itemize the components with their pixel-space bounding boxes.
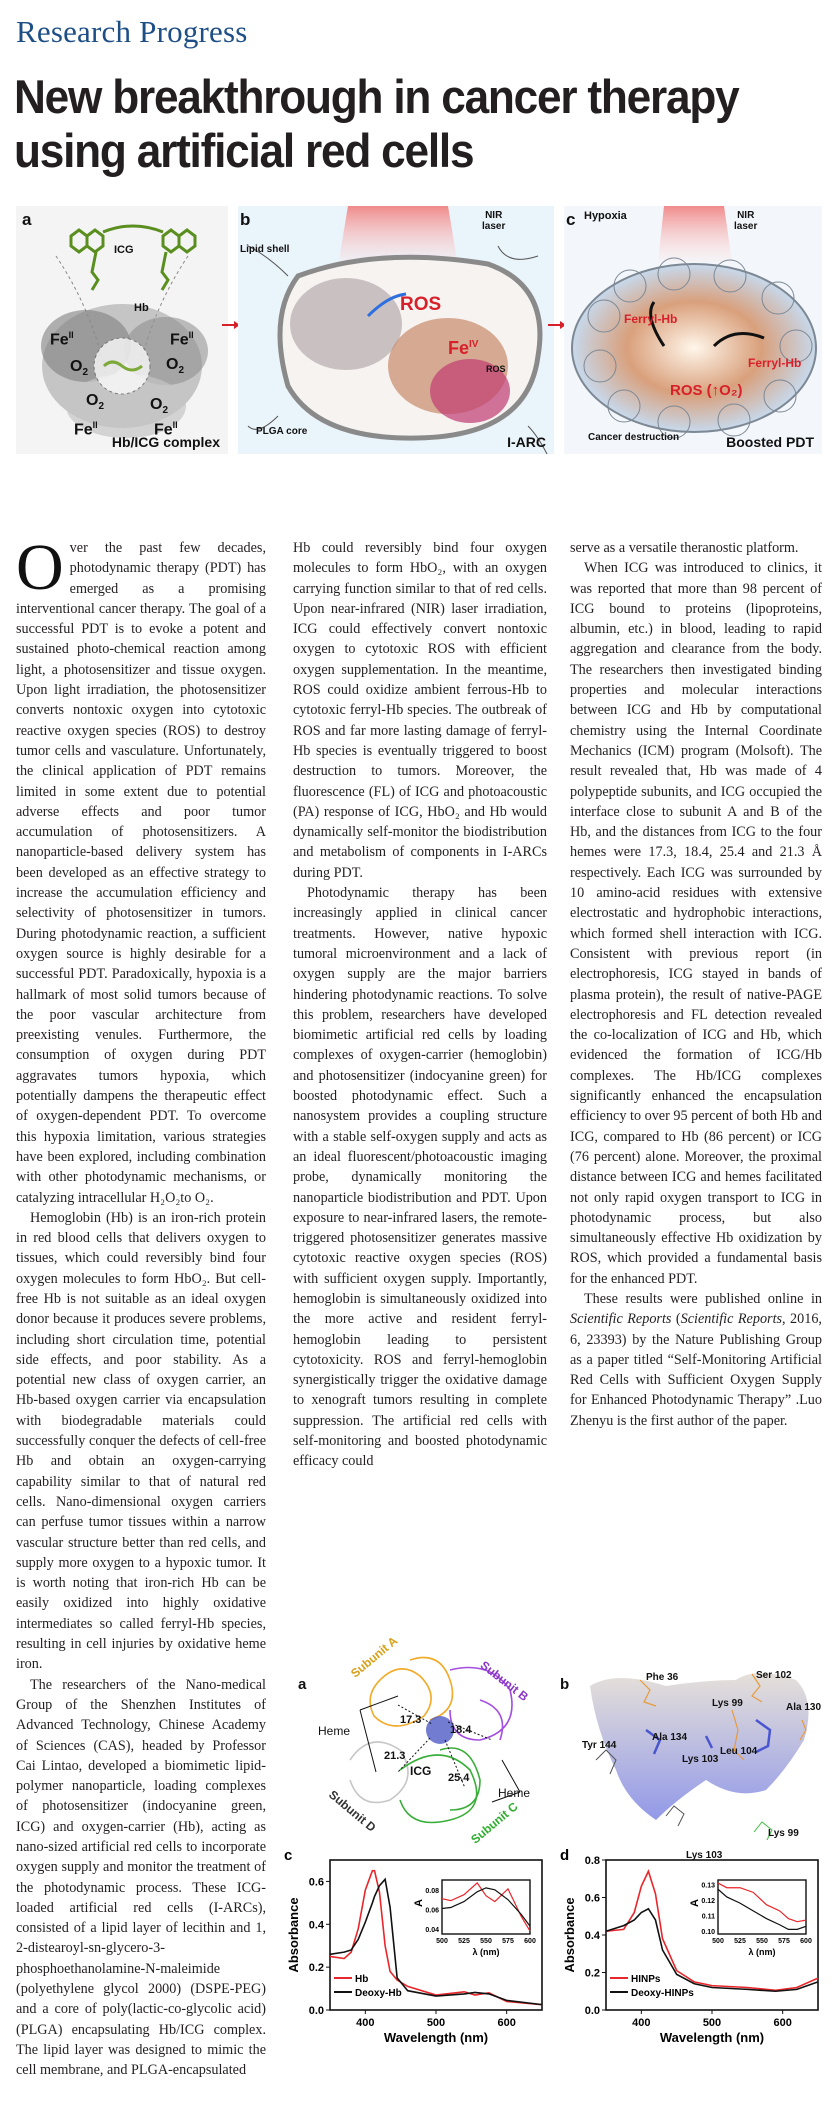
- figure-panel-a: [16, 206, 228, 454]
- icg-label: ICG: [114, 244, 134, 256]
- structure-panel-a: [280, 1600, 550, 1847]
- panel-letter: a: [22, 210, 32, 229]
- article-column-2: [293, 538, 547, 1472]
- subunit-a-label: Subunit A: [348, 1633, 401, 1681]
- inset-x-tick: 600: [800, 1938, 812, 1945]
- o2-label: $O_2$: [70, 358, 89, 379]
- residue-label: Lys 99: [768, 1828, 799, 1839]
- inset-x-label: λ (nm): [748, 1947, 776, 1957]
- y-tick-label: 0.8: [584, 1855, 600, 1867]
- ros-o2-label: ROS (↑O₂): [670, 382, 743, 399]
- top-figure: [16, 206, 822, 454]
- inset-x-tick: 525: [734, 1938, 746, 1945]
- inset-y-label: A: [689, 1899, 701, 1907]
- residue-label: Ala 134: [652, 1732, 688, 1743]
- right-arrow-icon: [222, 324, 236, 326]
- plga-core-label: PLGA core: [256, 426, 308, 437]
- hb-label: Hb: [134, 302, 149, 314]
- inset-y-tick: 0.06: [425, 1907, 439, 1915]
- x-axis-label: Wavelength (nm): [659, 2030, 765, 2045]
- inset-x-tick: 550: [756, 1938, 768, 1945]
- paragraph: serve as a versatile theranostic platform.: [570, 540, 799, 556]
- ros-label: ROS: [400, 294, 442, 315]
- article-column-3: [570, 538, 822, 1431]
- y-axis-label: Absorbance: [562, 1897, 577, 1973]
- residue-label: Ala 130: [786, 1702, 822, 1713]
- drop-cap: O: [16, 531, 64, 604]
- distance-label: 25.4: [448, 1772, 470, 1784]
- publication-paragraph: These results were published online in Scientific Reports (Scientific Reports, 2016, 6, 23393) by the Nature Publishing Group as a paper titled “Self-Monitoring Artificial Red Cells with Sufficient Oxygen Supply for Enhanced Photodynamic Therapy” .Luo Zhenyu is the first author of the paper.: [570, 1290, 822, 1429]
- cancer-destruction-label: Cancer destruction: [588, 432, 680, 443]
- y-tick-label: 0.4: [584, 1930, 600, 1942]
- subunit-d-label: Subunit D: [326, 1787, 379, 1835]
- fe-ii-label: $Fe^{II}$: [74, 420, 98, 439]
- residue-label: Tyr 144: [582, 1740, 617, 1751]
- journal-name: Scientific Reports: [570, 1311, 672, 1328]
- residue-label: Ser 102: [756, 1670, 792, 1681]
- y-tick-label: 0.6: [308, 1876, 324, 1889]
- right-arrow-icon: [548, 324, 562, 326]
- section-label: Research Progress: [16, 14, 248, 49]
- icg-label: ICG: [410, 1764, 432, 1778]
- y-tick-label: 0.0: [308, 2005, 324, 2017]
- y-tick-label: 0.2: [308, 1962, 324, 1975]
- paragraph: When ICG was introduced to clinics, it was reported that more than 98 percent of ICG bound to proteins (lipoproteins, albumin, etc.) in blood, leading to rapid aggregation and clearance from the body. The researchers then investigated binding properties and molecular interactions between ICG and Hb by computational chemistry using the Internal Coordinate Mechanics (ICM) program (Molsoft). The result revealed that, Hb was made of 4 polypeptide subunits, and ICG occupied the interface close to subunit A and B of the Hb, and the distances from ICG to the four hemes were 17.3, 18.4, 25.4 and 21.3 Å respectively. Each ICG was surrounded by 10 amino-acid residues with extensive electrostatic and hydrophobic interactions, which formed shell interaction with ICG. Consistent with previous report (in electrophoresis, ICG stayed in bands of plasma protein), the result of native-PAGE electrophoresis and FL detection revealed the co-localization of ICG and Hb, which evidenced the formation of ICG/Hb complexes. The Hb/ICG complexes significantly enhanced the encapsulation efficiency to over 95 percent of both Hb and ICG, compared to Hb (86 percent) or ICG (76 percent) alone. Moreover, the proximal distance between ICG and hemes facilitated not only rapid oxygen transport to ICG in photodynamic process, but also simultaneously effective Hb oxidization by ROS, which provided a fundamental basis for the enhanced PDT.: [570, 560, 822, 1287]
- panel-letter: a: [298, 1676, 307, 1693]
- paragraph: Hemoglobin (Hb) is an iron-rich protein in red blood cells that delivers oxygen to tissues, which could reversibly bind four oxygen molecules to form HbO₂. But cell-free Hb is not suitable as an ideal oxygen donor because it produces severe problems, including short circulation time, potential side effects, and poor stability. As a potential new class of oxygen carrier, an Hb-based oxygen carrier via encapsulation with biodegradable materials could successfully conquer the defects of cell-free Hb and obtain an oxygen-carrying capability similar to that of natural red cells. Nano-dimensional oxygen carriers can perfuse tumor tissues within a narrow vascular structure better than red cells, and supply more oxygen to a hypoxic tumor. It is worth noting that iron-rich Hb can be easily oxidized into highly oxidative intermediates so called ferryl-Hb species, resulting in cell injuries by oxidative heme iron.: [16, 1209, 266, 1673]
- paragraph: Photodynamic therapy has been increasingly applied in clinical cancer treatments. However, native hypoxic tumoral microenvironment and a lack of oxygen supply are the major barriers hindering photodynamic reactions. To solve this problem, researchers have developed biomimetic artificial red cells by loading complexes of oxygen-carrier (hemoglobin) and photosensitizer (indocyanine green) for boosted photodynamic effect. Such a nanosystem provides a coupling structure with a stable self-oxygen supply and acts as an ideal fluorescent/photoacoustic imaging probe, dynamically monitoring the nanoparticle biodistribution and PDT. Upon exposure to near-infrared lasers, the remote-triggered photosensitizer generates massive cytotoxic reactive oxygen species (ROS) with sufficient oxygen supply. Importantly, hemoglobin is simultaneously oxidized into the more active and resident ferryl-hemoglobin leading to persistent cytotoxicity. ROS and ferryl-hemoglobin synergistically trigger the oxidative damage to xenograft tumors resulting in complete suppression. The artificial red cells with self-monitoring and boosted photodynamic efficacy could: [293, 885, 547, 1470]
- panel-b-caption: I-ARC: [507, 434, 546, 450]
- o2-label: $O_2$: [150, 396, 169, 417]
- nir-laser-label: NIR laser: [734, 210, 758, 232]
- fe-ii-label: $Fe^{II}$: [170, 330, 194, 349]
- fe-ii-label: $Fe^{II}$: [50, 330, 74, 349]
- panel-letter: c: [566, 210, 576, 229]
- inset-x-tick: 600: [524, 1938, 536, 1945]
- inset-x-tick: 575: [778, 1938, 790, 1945]
- y-tick-label: 0.6: [584, 1892, 600, 1905]
- heme-label: Heme: [498, 1786, 531, 1800]
- paragraph: Over the past few decades, photodynamic therapy (PDT) has emerged as a promising interventional cancer therapy. The goal of a successful PDT is to evoke a potent and sustained photo-chemical reaction among light, a photosensitizer and tissue oxygen. Upon light irradiation, the photosensitizer converts nontoxic oxygen into cytotoxic reactive oxygen species (ROS) to destroy tumor cells and vasculature. Unfortunately, the clinical application of PDT remains limited in some extent due to potential adverse effects and poor tumor accumulation of photosensitizers. A nanoparticle-based delivery system has been developed as an effective strategy to increase the accumulation efficiency and selectivity of photosensitizer in tumors. During photodynamic reaction, a sufficient oxygen source is highly desirable for a successful PDT. Paradoxically, hypoxia is a hallmark of most solid tumors because of the poor vascular architecture from preexisting venules. Furthermore, the consumption of oxygen during PDT aggravates tumors hypoxia, which potentially dampens the therapeutic effect of oxygen-dependent PDT. To overcome this hypoxia limitation, various strategies have been explored, including combination with other photodynamic mechanisms, or catalyzing intracellular H₂O₂to O₂.: [16, 531, 266, 1206]
- boosted-pdt-illustration: [564, 206, 822, 454]
- panel-c-caption: Boosted PDT: [726, 434, 814, 450]
- absorbance-chart-c: [280, 1848, 556, 2078]
- x-tick-label: 400: [632, 2017, 651, 2029]
- x-tick-label: 400: [356, 2017, 375, 2029]
- inset-y-tick: 0.13: [701, 1882, 715, 1890]
- inset-x-tick: 525: [458, 1938, 470, 1945]
- x-tick-label: 500: [426, 2017, 446, 2029]
- panel-a-caption: Hb/ICG complex: [111, 434, 220, 450]
- y-axis-label: Absorbance: [286, 1897, 301, 1973]
- ferryl-hb-label: Ferryl-Hb: [624, 312, 678, 326]
- inset-y-tick: 0.10: [701, 1928, 715, 1936]
- x-tick-label: 600: [497, 2017, 516, 2029]
- fe-iv-label: $Fe^{IV}$: [448, 338, 479, 358]
- subunit-c-label: Subunit C: [468, 1799, 521, 1847]
- inset-x-tick: 500: [712, 1938, 724, 1945]
- legend-entry: Hb: [355, 1974, 369, 1985]
- o2-label: $O_2$: [166, 356, 185, 377]
- distance-label: 17.3: [400, 1714, 422, 1726]
- distance-label: 21.3: [384, 1750, 406, 1762]
- x-tick-label: 600: [773, 2017, 792, 2029]
- legend-entry: HINPs: [631, 1974, 661, 1985]
- x-axis-label: Wavelength (nm): [383, 2030, 489, 2045]
- heme-label: Heme: [318, 1724, 351, 1738]
- inset-x-tick: 575: [502, 1938, 514, 1945]
- inset-y-tick: 0.04: [425, 1927, 439, 1935]
- distance-label: 18.4: [450, 1724, 472, 1736]
- legend-entry: Deoxy-Hb: [355, 1988, 402, 1999]
- paragraph: Hb could reversibly bind four oxygen molecules to form HbO₂, with an oxygen carrying function similar to that of red cells. Upon near-infrared (NIR) laser irradiation, ICG could effectively convert nontoxic oxygen to cytotoxic ROS with efficient oxygen supplementation. In the meantime, ROS could oxidize ambient ferrous-Hb to cytotoxic ferryl-Hb species. The outbreak of ROS and far more lasting damage of ferryl-Hb species is eventually triggered to boost destruction to tumors. Moreover, the fluorescence (FL) of ICG and photoacoustic (PA) response of ICG, HbO₂ and Hb would dynamically self-monitor the biodistribution and metabolism of components in I-ARCs during PDT.: [293, 540, 547, 881]
- nir-laser-label: NIR laser: [482, 210, 506, 232]
- x-tick-label: 500: [702, 2017, 722, 2029]
- ferryl-hb-label: Ferryl-Hb: [748, 356, 802, 370]
- y-tick-label: 0.0: [584, 2005, 600, 2017]
- figure-panel-c: [564, 206, 822, 454]
- inset-x-label: λ (nm): [472, 1947, 500, 1957]
- hypoxia-label: Hypoxia: [584, 210, 627, 222]
- residue-label: Phe 36: [646, 1672, 679, 1683]
- article-column-1: [16, 531, 266, 2081]
- residue-label: Lys 99: [712, 1698, 743, 1709]
- residue-label: Leu 104: [720, 1746, 758, 1757]
- inset-x-tick: 500: [436, 1938, 448, 1945]
- o2-label: $O_2$: [86, 392, 105, 413]
- residue-label: Lys 103: [682, 1754, 719, 1765]
- fe-ii-label: $Fe^{II}$: [154, 420, 178, 439]
- lipid-shell-label: Lipid shell: [240, 244, 290, 255]
- figure-panel-b: [238, 206, 554, 454]
- legend-entry: Deoxy-HINPs: [631, 1988, 694, 1999]
- residue-label: Lys 103: [686, 1850, 723, 1861]
- panel-letter: c: [284, 1848, 293, 1864]
- article-headline: New breakthrough in cancer therapy using artificial red cells: [14, 70, 739, 177]
- inset-y-tick: 0.08: [425, 1887, 439, 1895]
- inset-y-label: A: [413, 1899, 425, 1907]
- y-tick-label: 0.2: [584, 1967, 600, 1980]
- inset-y-tick: 0.12: [701, 1898, 715, 1906]
- subunit-b-label: Subunit B: [477, 1658, 531, 1704]
- panel-letter: b: [240, 210, 251, 229]
- journal-name: Scientific Reports: [680, 1311, 783, 1328]
- inset-x-tick: 550: [480, 1938, 492, 1945]
- binding-pocket-illustration: [556, 1600, 836, 1840]
- panel-letter: b: [560, 1676, 570, 1693]
- panel-letter: d: [560, 1848, 570, 1864]
- paragraph: The researchers of the Nano-medical Group of the Shenzhen Institutes of Advanced Technology, Chinese Academy of Sciences (CAS), headed by Professor Cai Lintao, developed a biomimetic lipid-polymer nanoparticle, loading complexes of photosensitizer (indocyanine green, ICG) and oxygen-carrier (Hb), acting as nano-sized artificial red cells to incorporate oxygen supply and monitor the treatment of the photodynamic process. These ICG-loaded artificial red cells (I-ARCs), consisted of a lipid layer of lecithin and 1, 2-distearoyl-sn-glycero-3-phosphoethanolamine-N-maleimide (polyethylene glycol 2000) (DSPE-PEG) and a core of poly(lactic-co-glycolic acid) (PLGA) encapsulating Hb/ICG complex. The lipid layer was designed to mimic the cell membrane, and PLGA-encapsulated: [16, 1676, 266, 2079]
- bottom-figure: [280, 1600, 836, 2100]
- y-tick-label: 0.4: [308, 1919, 324, 1932]
- inset-y-tick: 0.11: [701, 1913, 715, 1921]
- ros-small-label: ROS: [486, 364, 506, 374]
- absorbance-chart-d: [556, 1848, 836, 2078]
